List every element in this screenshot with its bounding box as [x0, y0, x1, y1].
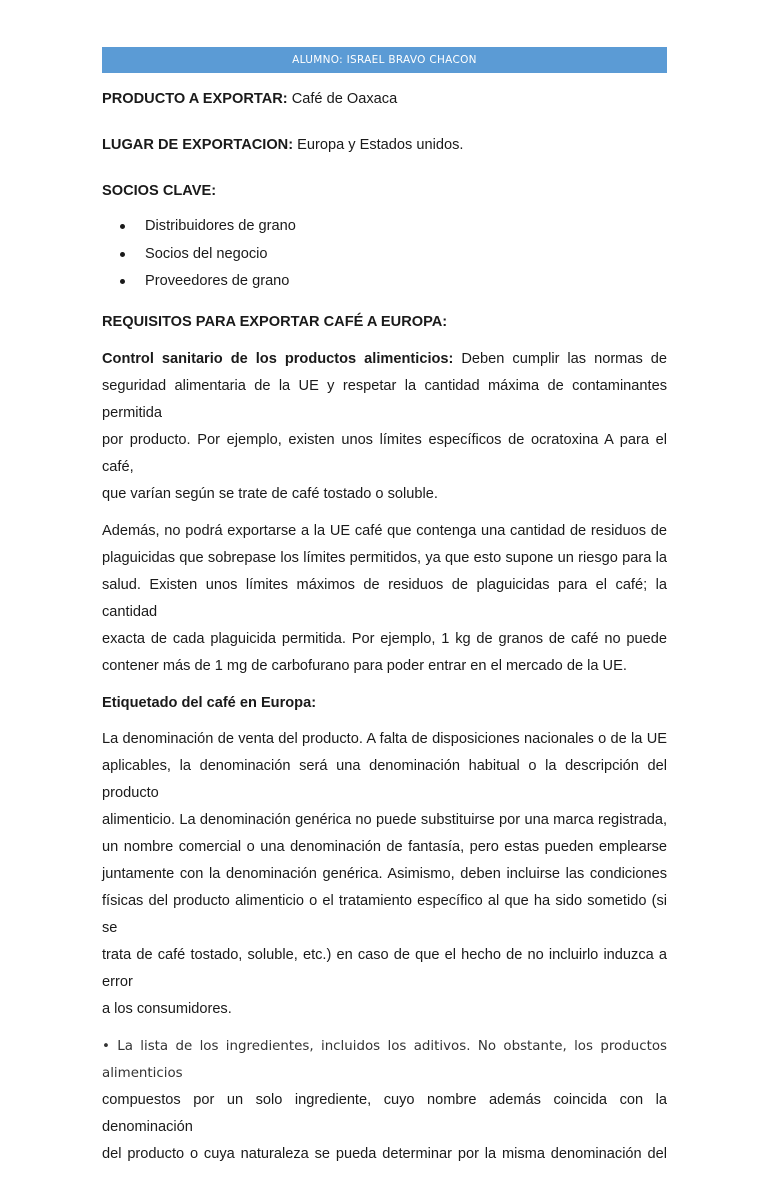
socios-label: SOCIOS CLAVE: [102, 183, 217, 199]
denominacion-paragraph [102, 726, 667, 1023]
paragraph-line: por producto. Por ejemplo, existen unos límites específicos de ocratoxina A para el café, [102, 431, 667, 475]
lugar-line [102, 132, 667, 159]
control-label: Control sanitario de los productos alimenticios: [102, 350, 454, 367]
paragraph-line: alimenticio. La denominación genérica no puede substituirse por una marca registrada, [102, 811, 667, 828]
paragraph-line: plaguicidas que sobrepase los límites permitidos, ya que esto supone un riesgo para la [102, 549, 667, 566]
requisitos-heading [102, 309, 667, 336]
etiquetado-heading: Etiquetado del café en Europa: [102, 694, 317, 711]
paragraph-line: compuestos por un solo ingrediente, cuyo nombre además coincida con la denominación [102, 1091, 667, 1135]
producto-value: Café de Oaxaca [287, 91, 398, 107]
paragraph-line [102, 346, 667, 373]
paragraph-line: físicas del producto alimenticio o el tratamiento específico al que ha sido sometido (si se [102, 892, 667, 936]
lugar-label: LUGAR DE EXPORTACION: [102, 137, 294, 153]
document-body [102, 86, 667, 1178]
paragraph-line: • La lista de los ingredientes, incluidos los aditivos. No obstante, los productos alimenticios [102, 1038, 667, 1081]
lugar-value: Europa y Estados unidos. [293, 137, 464, 153]
paragraph-line: seguridad alimentaria de la UE y respetar la cantidad máxima de contaminantes permitida [102, 377, 667, 421]
paragraph-line: a los consumidores. [102, 1000, 232, 1017]
bullet-icon [120, 224, 125, 229]
paragraph-line: exacta de cada plaguicida permitida. Por ejemplo, 1 kg de granos de café no puede [102, 630, 667, 647]
paragraph-line: juntamente con la denominación genérica. Asimismo, deben incluirse las condiciones [102, 865, 667, 882]
control-line-text: Deben cumplir las normas de [453, 350, 667, 367]
paragraph-line: La denominación de venta del producto. A falta de disposiciones nacionales o de la UE [102, 730, 667, 747]
list-item [102, 213, 667, 241]
paragraph-line: que varían según se trate de café tostado o soluble. [102, 485, 438, 502]
list-item-text: Proveedores de grano [145, 273, 290, 289]
paragraph-line: trata de café tostado, soluble, etc.) en caso de que el hecho de no incluirlo induzca a error [102, 946, 667, 990]
ademas-paragraph [102, 518, 667, 680]
producto-label: PRODUCTO A EXPORTAR: [102, 91, 288, 107]
paragraph-line: del producto o cuya naturaleza se pueda determinar por la misma denominación del [102, 1145, 667, 1162]
header-bar [102, 47, 667, 73]
socios-heading [102, 178, 667, 205]
bullet-icon [120, 252, 125, 257]
list-item [102, 241, 667, 269]
control-paragraph [102, 346, 667, 508]
paragraph-line: aplicables, la denominación será una denominación habitual o la descripción del producto [102, 757, 667, 801]
paragraph-line: salud. Existen unos límites máximos de residuos de plaguicidas para el café; la cantidad [102, 576, 667, 620]
producto-line [102, 86, 667, 113]
socios-list [102, 213, 667, 296]
bullet-icon [120, 279, 125, 284]
paragraph-line: Además, no podrá exportarse a la UE café que contenga una cantidad de residuos de [102, 522, 667, 539]
header-title: ALUMNO: ISRAEL BRAVO CHACON [292, 54, 477, 66]
list-item [102, 268, 667, 296]
paragraph-line: contener más de 1 mg de carbofurano para poder entrar en el mercado de la UE. [102, 657, 627, 674]
requisitos-heading-text: REQUISITOS PARA EXPORTAR CAFÉ A EUROPA: [102, 313, 448, 330]
ingredientes-paragraph [102, 1033, 667, 1168]
paragraph-line: un nombre comercial o una denominación de fantasía, pero estas pueden emplearse [102, 838, 667, 855]
list-item-text: Distribuidores de grano [145, 218, 296, 234]
list-item-text: Socios del negocio [145, 245, 268, 262]
